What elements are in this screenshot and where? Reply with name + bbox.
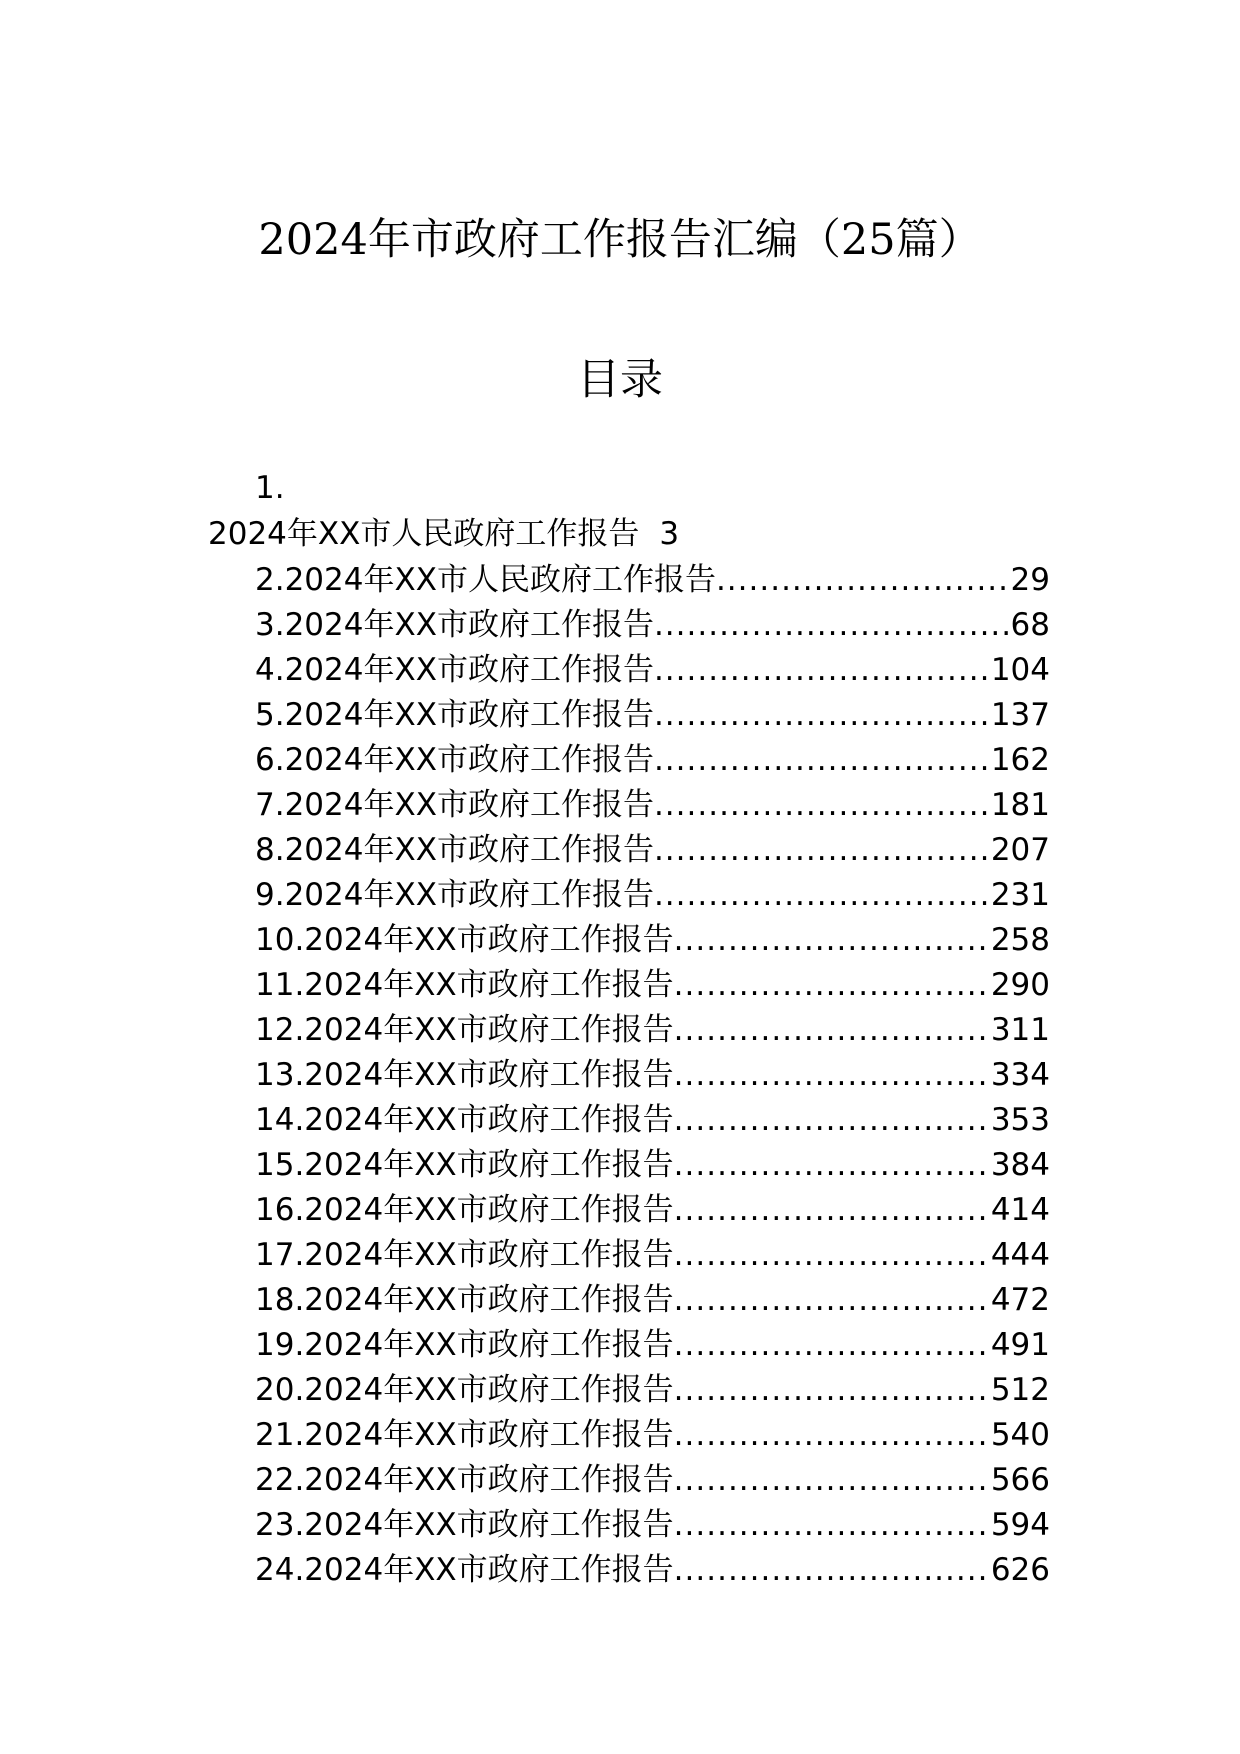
toc-entry-page-number: 334 [990, 1057, 1050, 1093]
toc-entry-page-number: 137 [990, 697, 1050, 733]
toc-entry-label: 14.2024年XX市政府工作报告 [255, 1102, 674, 1138]
toc-entry-page-number: 540 [990, 1417, 1050, 1453]
toc-dot-leader [674, 1233, 991, 1278]
toc-dot-leader [674, 1548, 991, 1593]
toc-dot-leader [654, 873, 991, 918]
toc-dot-leader [654, 603, 1011, 648]
toc-entry-label: 22.2024年XX市政府工作报告 [255, 1462, 674, 1498]
toc-entry-page-number: 207 [990, 832, 1050, 868]
toc-entry[interactable] [255, 648, 1050, 693]
toc-entry-label: 16.2024年XX市政府工作报告 [255, 1192, 674, 1228]
toc-entry-page-number: 512 [990, 1372, 1050, 1408]
toc-entry[interactable] [255, 738, 1050, 783]
toc-dot-leader [716, 558, 1011, 603]
toc-entry-page-number: 491 [990, 1327, 1050, 1363]
toc-dot-leader [674, 1323, 991, 1368]
toc-dot-leader [674, 963, 991, 1008]
toc-entry-page-number: 384 [990, 1147, 1050, 1183]
toc-entry-page-number: 311 [990, 1012, 1050, 1048]
toc-entry-label: 10.2024年XX市政府工作报告 [255, 922, 674, 958]
toc-entry-page-number: 353 [990, 1102, 1050, 1138]
toc-dot-leader [654, 648, 991, 693]
toc-entry-label: 17.2024年XX市政府工作报告 [255, 1237, 674, 1273]
toc-entry-label: 18.2024年XX市政府工作报告 [255, 1282, 674, 1318]
toc-entry[interactable] [255, 603, 1050, 648]
toc-entry[interactable] [255, 1413, 1050, 1458]
toc-dot-leader [674, 1053, 991, 1098]
toc-dot-leader [654, 828, 991, 873]
toc-entry-1-number[interactable]: 1. [255, 470, 285, 506]
toc-dot-leader [674, 1143, 991, 1188]
toc-dot-leader [654, 693, 991, 738]
toc-entry[interactable] [255, 828, 1050, 873]
toc-entry-label: 21.2024年XX市政府工作报告 [255, 1417, 674, 1453]
toc-dot-leader [674, 1278, 991, 1323]
toc-dot-leader [654, 783, 991, 828]
toc-entry[interactable] [255, 1008, 1050, 1053]
toc-entry-label: 6.2024年XX市政府工作报告 [255, 742, 654, 778]
toc-entry-label: 12.2024年XX市政府工作报告 [255, 1012, 674, 1048]
toc-entry-label: 19.2024年XX市政府工作报告 [255, 1327, 674, 1363]
toc-entry[interactable] [255, 1323, 1050, 1368]
toc-entry-label: 5.2024年XX市政府工作报告 [255, 697, 654, 733]
toc-entry-page-number: 290 [990, 967, 1050, 1003]
toc-entry[interactable] [255, 1143, 1050, 1188]
toc-entry-page-number: 258 [990, 922, 1050, 958]
toc-entry-label: 11.2024年XX市政府工作报告 [255, 967, 674, 1003]
toc-dot-leader [674, 918, 991, 963]
toc-entry[interactable] [255, 873, 1050, 918]
toc-dot-leader [654, 738, 991, 783]
toc-dot-leader [674, 1098, 991, 1143]
toc-entry-page-number: 29 [1010, 562, 1050, 598]
toc-entry[interactable] [255, 1188, 1050, 1233]
toc-entry-label: 3.2024年XX市政府工作报告 [255, 607, 654, 643]
document-title: 2024年市政府工作报告汇编（25篇） [258, 215, 982, 265]
toc-entry-page-number: 594 [990, 1507, 1050, 1543]
toc-entry[interactable] [255, 783, 1050, 828]
toc-entry-page-number: 626 [990, 1552, 1050, 1588]
toc-entry-label: 8.2024年XX市政府工作报告 [255, 832, 654, 868]
toc-entry-page-number: 414 [990, 1192, 1050, 1228]
toc-entry-page-number: 566 [990, 1462, 1050, 1498]
toc-entry-label: 9.2024年XX市政府工作报告 [255, 877, 654, 913]
toc-entry[interactable] [255, 693, 1050, 738]
toc-entry[interactable] [255, 963, 1050, 1008]
toc-entry-label: 24.2024年XX市政府工作报告 [255, 1552, 674, 1588]
toc-entry[interactable] [255, 1053, 1050, 1098]
toc-entry[interactable] [255, 558, 1050, 603]
toc-entry-label: 4.2024年XX市政府工作报告 [255, 652, 654, 688]
toc-entry-label: 2.2024年XX市人民政府工作报告 [255, 562, 716, 598]
toc-entry-label: 7.2024年XX市政府工作报告 [255, 787, 654, 823]
toc-entry-1[interactable] [208, 514, 679, 554]
toc-dot-leader [674, 1458, 991, 1503]
toc-entry-page-number: 104 [990, 652, 1050, 688]
toc-dot-leader [674, 1008, 991, 1053]
toc-dot-leader [674, 1188, 991, 1233]
toc-heading: 目录 [577, 355, 663, 405]
toc-entry-page-number: 472 [990, 1282, 1050, 1318]
toc-entry[interactable] [255, 1098, 1050, 1143]
toc-entry-1-page: 3 [659, 516, 680, 552]
toc-entry-page-number: 444 [990, 1237, 1050, 1273]
toc-entry[interactable] [255, 918, 1050, 963]
toc-entry[interactable] [255, 1233, 1050, 1278]
toc-dot-leader [674, 1413, 991, 1458]
toc-list [255, 558, 1050, 1593]
toc-entry[interactable] [255, 1458, 1050, 1503]
toc-dot-leader [674, 1368, 991, 1413]
toc-dot-leader [674, 1503, 991, 1548]
toc-entry[interactable] [255, 1368, 1050, 1413]
toc-entry-label: 23.2024年XX市政府工作报告 [255, 1507, 674, 1543]
toc-entry-label: 15.2024年XX市政府工作报告 [255, 1147, 674, 1183]
toc-entry[interactable] [255, 1503, 1050, 1548]
toc-entry-page-number: 68 [1010, 607, 1050, 643]
toc-entry-label: 20.2024年XX市政府工作报告 [255, 1372, 674, 1408]
toc-entry[interactable] [255, 1278, 1050, 1323]
toc-entry-label: 13.2024年XX市政府工作报告 [255, 1057, 674, 1093]
toc-entry-page-number: 231 [990, 877, 1050, 913]
toc-entry-page-number: 162 [990, 742, 1050, 778]
toc-entry[interactable] [255, 1548, 1050, 1593]
toc-entry-1-label: 2024年XX市人民政府工作报告 [208, 516, 640, 552]
toc-entry-page-number: 181 [990, 787, 1050, 823]
